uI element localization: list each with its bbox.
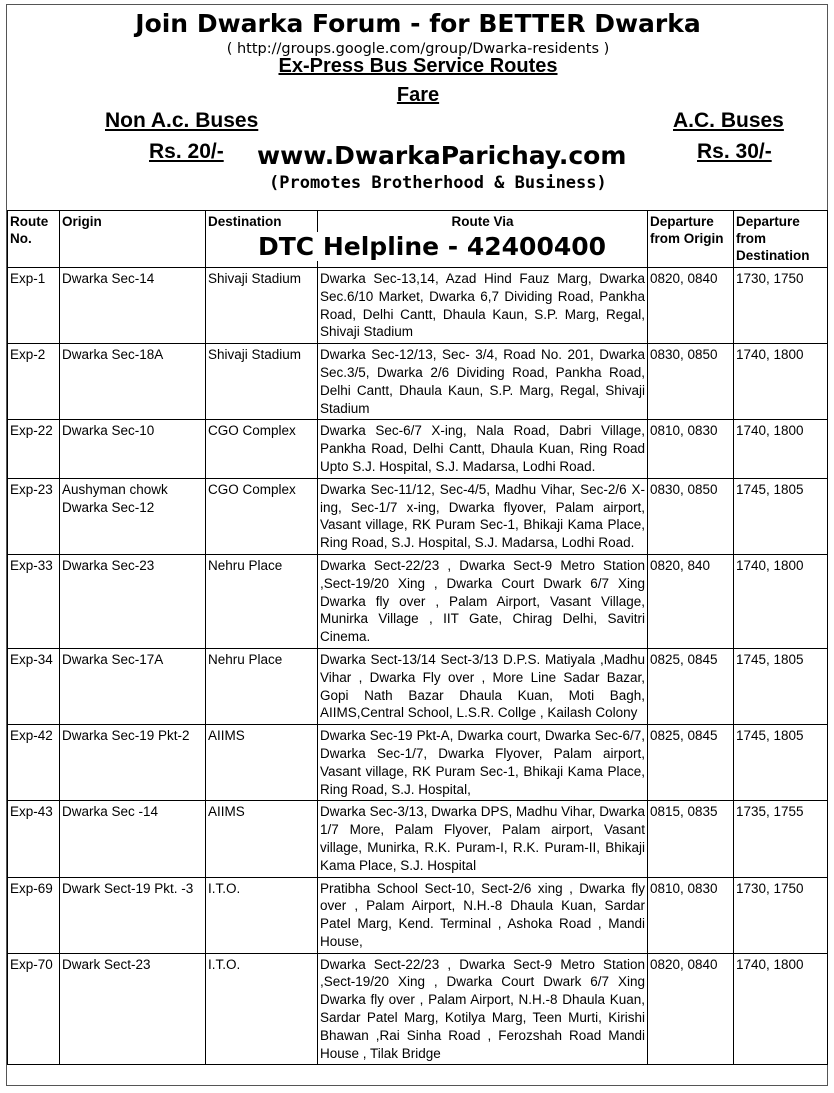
destination-cell: Nehru Place	[206, 554, 318, 648]
service-subtitle: Ex-Press Bus Service Routes	[278, 55, 558, 77]
origin-cell: Dwarka Sec-14	[60, 268, 206, 344]
departure-origin-cell: 0820, 0840	[648, 268, 734, 344]
origin-cell: Dwarka Sec-10	[60, 420, 206, 478]
origin-cell: Dwark Sect-23	[60, 953, 206, 1065]
forum-url[interactable]: ( http://groups.google.com/group/Dwarka-residents )	[226, 41, 610, 57]
origin-cell: Aushyman chowk Dwarka Sec-12	[60, 478, 206, 554]
route-via-cell: Dwarka Sec-3/13, Dwarka DPS, Madhu Vihar, Dwarka 1/7 More, Palam Flyover, Palam airport, Vasant village, Munirka, R.K. Puram-I, R.K. Puram-II, Bhikaji Kama Place, S.J. Hospital	[318, 801, 648, 877]
origin-cell: Dwarka Sec-17A	[60, 648, 206, 724]
route-cell: Exp-23	[8, 478, 60, 554]
col-header-destination: Destination	[206, 211, 318, 268]
page-title: Join Dwarka Forum - for BETTER Dwarka	[135, 9, 701, 38]
col-header-origin: Origin	[60, 211, 206, 268]
table-row	[8, 801, 828, 877]
routes-table	[7, 210, 828, 1065]
departure-destination-cell: 1735, 1755	[734, 801, 828, 877]
route-cell: Exp-69	[8, 877, 60, 953]
table-row	[8, 420, 828, 478]
route-via-cell: Dwarka Sec-19 Pkt-A, Dwarka court, Dwarka Sec-6/7, Dwarka Sec-1/7, Dwarka Flyover, Palam airport, Vasant village, RK Puram Sec-1, Bhikaji Kama Place, Ring Road, S.J. Hospital,	[318, 725, 648, 801]
table-row	[8, 648, 828, 724]
col-header-route-via: Route Via	[318, 211, 648, 268]
departure-destination-cell: 1745, 1805	[734, 648, 828, 724]
departure-origin-cell: 0830, 0850	[648, 478, 734, 554]
non-ac-fare: Rs. 20/-	[149, 140, 224, 163]
non-ac-label: Non A.c. Buses	[105, 109, 259, 132]
route-cell: Exp-33	[8, 554, 60, 648]
destination-cell: I.T.O.	[206, 877, 318, 953]
origin-cell: Dwarka Sec-19 Pkt-2	[60, 725, 206, 801]
ac-fare: Rs. 30/-	[697, 140, 772, 163]
departure-origin-cell: 0825, 0845	[648, 725, 734, 801]
col-header-departure-destination: Departure from Destination	[734, 211, 828, 268]
route-via-cell: Dwarka Sec-11/12, Sec-4/5, Madhu Vihar, Sec-2/6 X-ing, Sec-1/7 x-ing, Dwarka flyover, Palam airport, Vasant village, RK Puram Sec-1, Bhikaji Kama Place, Ring Road, S.J. Hospital, S.J. Madarsa, Lodhi Road.	[318, 478, 648, 554]
departure-origin-cell: 0815, 0835	[648, 801, 734, 877]
table-row	[8, 478, 828, 554]
col-header-route: Route No.	[8, 211, 60, 268]
destination-cell: Shivaji Stadium	[206, 268, 318, 344]
departure-origin-cell: 0830, 0850	[648, 344, 734, 420]
departure-destination-cell: 1740, 1800	[734, 344, 828, 420]
origin-cell: Dwarka Sec -14	[60, 801, 206, 877]
route-cell: Exp-42	[8, 725, 60, 801]
route-cell: Exp-70	[8, 953, 60, 1065]
website-url[interactable]: www.DwarkaParichay.com	[257, 141, 627, 170]
origin-cell: Dwark Sect-19 Pkt. -3	[60, 877, 206, 953]
departure-destination-cell: 1730, 1750	[734, 877, 828, 953]
routes-table-body	[8, 268, 828, 1065]
tagline: (Promotes Brotherhood & Business)	[269, 173, 607, 193]
route-cell: Exp-2	[8, 344, 60, 420]
route-cell: Exp-1	[8, 268, 60, 344]
origin-cell: Dwarka Sec-23	[60, 554, 206, 648]
route-cell: Exp-43	[8, 801, 60, 877]
route-cell: Exp-22	[8, 420, 60, 478]
departure-origin-cell: 0825, 0845	[648, 648, 734, 724]
route-via-cell: Dwarka Sect-13/14 Sect-3/13 D.P.S. Matiyala ,Madhu Vihar , Dwarka Fly over , More Line Sadar Bazar, Gopi Nath Bazar Dhaula Kuan, Moti Bagh, AIIMS,Central School, L.S.R. Collge , Kailash Colony	[318, 648, 648, 724]
departure-origin-cell: 0810, 0830	[648, 877, 734, 953]
departure-destination-cell: 1740, 1800	[734, 953, 828, 1065]
route-via-cell: Dwarka Sec-13,14, Azad Hind Fauz Marg, Dwarka Sec.6/10 Market, Dwarka 6,7 Dividing Road, Pankha Road, Delhi Cantt, Dhaula Kaun, S.P. Marg, Regal, Shivaji Stadium	[318, 268, 648, 344]
departure-origin-cell: 0820, 840	[648, 554, 734, 648]
departure-origin-cell: 0810, 0830	[648, 420, 734, 478]
departure-destination-cell: 1730, 1750	[734, 268, 828, 344]
table-row	[8, 554, 828, 648]
route-via-cell: Dwarka Sect-22/23 , Dwarka Sect-9 Metro Station ,Sect-19/20 Xing , Dwarka Court Dwark 6/7 Xing Dwarka fly over , Palam Airport, N.H.-8 Dhaula Kuan, Sardar Patel Marg, Kotilya Marg, Teen Murti, Kirishi Bhawan ,Rai Sinha Road , Ferozshah Road Mandi House , Tilak Bridge	[318, 953, 648, 1065]
departure-origin-cell: 0820, 0840	[648, 953, 734, 1065]
table-row	[8, 344, 828, 420]
route-via-cell: Dwarka Sec-12/13, Sec- 3/4, Road No. 201, Dwarka Sec.3/5, Dwarka 2/6 Dividing Road, Pankha Road, Delhi Cantt, Dhaula Kaun, S.P. Marg, Regal, Shivaji Stadium	[318, 344, 648, 420]
table-row	[8, 877, 828, 953]
col-header-departure-origin: Departure from Origin	[648, 211, 734, 268]
departure-destination-cell: 1745, 1805	[734, 478, 828, 554]
destination-cell: AIIMS	[206, 725, 318, 801]
fare-heading: Fare	[396, 84, 440, 106]
origin-cell: Dwarka Sec-18A	[60, 344, 206, 420]
destination-cell: I.T.O.	[206, 953, 318, 1065]
destination-cell: Nehru Place	[206, 648, 318, 724]
route-cell: Exp-34	[8, 648, 60, 724]
route-via-cell: Dwarka Sect-22/23 , Dwarka Sect-9 Metro Station ,Sect-19/20 Xing , Dwarka Court Dwark 6/7 Xing Dwarka fly over , Palam Airport, Vasant Village, Munirka Village , IIT Gate, Chirag Delhi, Savitri Cinema.	[318, 554, 648, 648]
route-via-cell: Pratibha School Sect-10, Sect-2/6 xing , Dwarka fly over , Palam Airport, N.H.-8 Dhaula Kuan, Sardar Patel Marg, Kend. Terminal , Ashoka Road , Mandi House,	[318, 877, 648, 953]
departure-destination-cell: 1740, 1800	[734, 554, 828, 648]
destination-cell: CGO Complex	[206, 478, 318, 554]
flyer-page	[6, 4, 828, 1086]
ac-label: A.C. Buses	[673, 109, 784, 132]
destination-cell: CGO Complex	[206, 420, 318, 478]
table-row	[8, 953, 828, 1065]
dtc-helpline: DTC Helpline - 42400400	[258, 232, 607, 261]
table-row	[8, 725, 828, 801]
table-row	[8, 268, 828, 344]
departure-destination-cell: 1745, 1805	[734, 725, 828, 801]
route-via-cell: Dwarka Sec-6/7 X-ing, Nala Road, Dabri Village, Pankha Road, Delhi Cantt, Dhaula Kuan, Ring Road Upto S.J. Hospital, S.J. Madarsa, Lodhi Road.	[318, 420, 648, 478]
departure-destination-cell: 1740, 1800	[734, 420, 828, 478]
destination-cell: AIIMS	[206, 801, 318, 877]
destination-cell: Shivaji Stadium	[206, 344, 318, 420]
